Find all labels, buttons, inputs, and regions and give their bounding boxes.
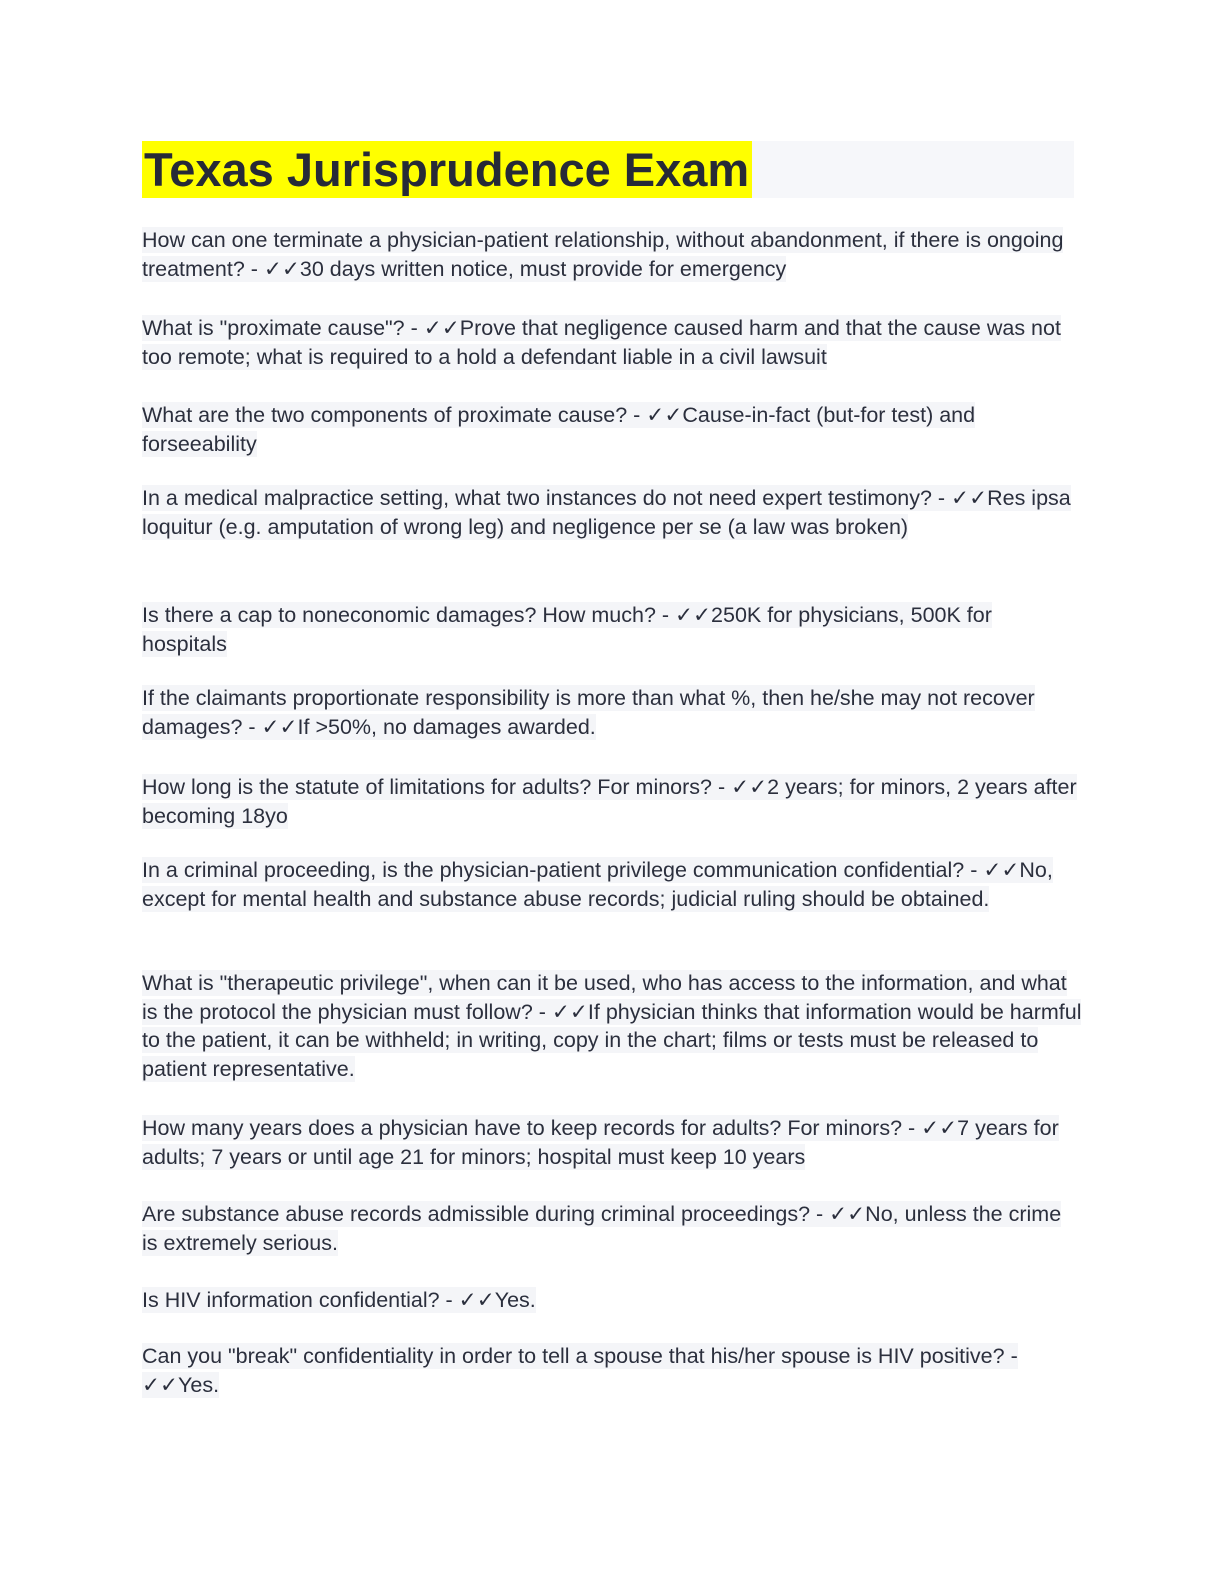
qa-item-text: How many years does a physician have to keep records for adults? For minors? - ✓✓7 years for adults; 7 years or until age 21 for minors; hospital must keep 10 years	[142, 1116, 1059, 1169]
qa-item-13	[142, 1342, 1082, 1399]
qa-item-9	[142, 969, 1082, 1083]
qa-item-text: In a medical malpractice setting, what two instances do not need expert testimony? - ✓✓Res ipsa loquitur (e.g. amputation of wrong leg) and negligence per se (a law was broken)	[142, 486, 1071, 539]
qa-item-text: What are the two components of proximate cause? - ✓✓Cause-in-fact (but-for test) and forseeability	[142, 403, 976, 456]
qa-item-7	[142, 773, 1082, 830]
qa-item-10	[142, 1114, 1082, 1171]
qa-item-text: How can one terminate a physician-patient relationship, without abandonment, if there is ongoing treatment? - ✓✓30 days written notice, must provide for emergency	[142, 228, 1064, 281]
document-title: Texas Jurisprudence Exam	[142, 141, 752, 198]
qa-item-text: Is HIV information confidential? - ✓✓Yes.	[142, 1288, 536, 1312]
qa-item-2	[142, 314, 1082, 371]
qa-item-text: In a criminal proceeding, is the physician-patient privilege communication confidential? - ✓✓No, except for mental health and substance abuse records; judicial ruling should be obtained.	[142, 858, 1053, 911]
qa-item-12	[142, 1286, 1082, 1315]
qa-item-text: Can you "break" confidentiality in order to tell a spouse that his/her spouse is HIV positive? - ✓✓Yes.	[142, 1344, 1018, 1397]
qa-item-5	[142, 601, 1082, 658]
qa-item-6	[142, 684, 1082, 741]
qa-item-text: What is "therapeutic privilege", when can it be used, who has access to the information, and what is the protocol the physician must follow? - ✓✓If physician thinks that information would be harmful to the patient, it can be withheld; in writing, copy in the chart; films or tests must be released to patient representative.	[142, 971, 1082, 1081]
qa-item-4	[142, 484, 1082, 541]
qa-item-1	[142, 226, 1082, 283]
qa-item-text: If the claimants proportionate responsibility is more than what %, then he/she may not recover damages? - ✓✓If >50%, no damages awarded.	[142, 686, 1035, 739]
qa-item-3	[142, 401, 1082, 458]
qa-item-11	[142, 1200, 1082, 1257]
qa-item-8	[142, 856, 1082, 913]
qa-item-text: What is "proximate cause"? - ✓✓Prove that negligence caused harm and that the cause was not too remote; what is required to a hold a defendant liable in a civil lawsuit	[142, 316, 1061, 369]
qa-item-text: Is there a cap to noneconomic damages? How much? - ✓✓250K for physicians, 500K for hospitals	[142, 603, 992, 656]
qa-item-text: How long is the statute of limitations for adults? For minors? - ✓✓2 years; for minors, 2 years after becoming 18yo	[142, 775, 1077, 828]
qa-item-text: Are substance abuse records admissible during criminal proceedings? - ✓✓No, unless the crime is extremely serious.	[142, 1202, 1062, 1255]
